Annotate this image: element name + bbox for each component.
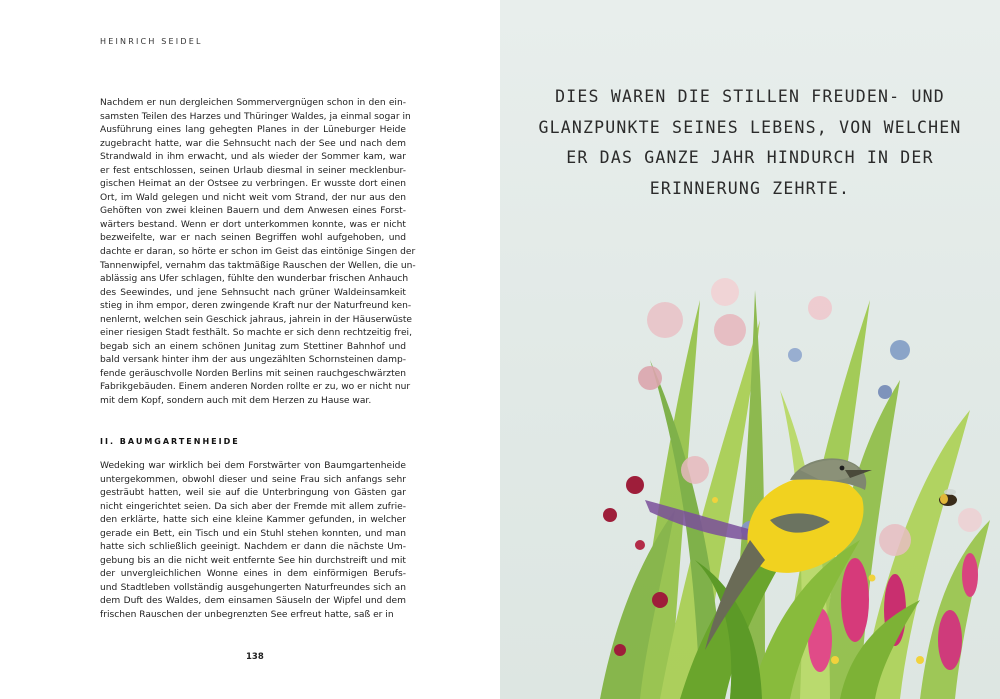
running-head: HEINRICH SEIDEL [100,37,203,46]
text-line: Nachdem er nun dergleichen Sommervergnügen schon in den ein- [100,98,406,108]
text-line: dem Duft des Waldes, dem einsamen Säuseln der Wipfel und dem [100,596,406,607]
text-line: Tannenwipfel, vernahm das taktmäßige Rauschen der Wellen, die un- [100,260,416,271]
paragraph-1 [100,97,416,409]
text-line: gischen Heimat an der Ostsee zu verbringen. Er wusste dort einen [100,179,406,190]
text-line: untergekommen, obwohl dieser und seine Frau sich anfangs sehr [100,474,406,485]
text-line: nenlernt, welchen sein Geschick jahraus, jahrein in der Häuserwüste [100,314,412,325]
section-heading: II. BAUMGARTENHEIDE [100,437,240,446]
text-line: den erklärte, hatte sich eine kleine Kammer gefunden, in welcher [100,515,406,526]
quote-line: GLANZPUNKTE SEINES LEBENS, VON WELCHEN [538,117,962,137]
text-line: bald versank hinter ihm der aus ungezählten Schornsteinen damp- [100,355,406,366]
text-line: Ort, im Wald gelegen und nicht weit vom Strand, der nur aus den [100,192,406,203]
quote-line: ER DAS GANZE JAHR HINDURCH IN DER [566,148,934,167]
text-line: mit dem Kopf, sondern auch mit dem Herzen zu Hause war. [100,396,372,407]
text-line: gerade ein Bett, ein Tisch und ein Stuhl stehen konnten, und man [100,528,406,539]
text-line: begab sich an einem schönen Junitag zum Stettiner Bahnhof und [100,341,406,352]
text-line: stieg in ihm empor, deren zwingende Kraft nur der Naturfreund ken- [100,301,412,312]
quote-line: DIES WAREN DIE STILLEN FREUDEN- UND [555,87,945,106]
quote-line: ERINNERUNG ZEHRTE. [649,178,851,198]
text-line: samsten Teilen des Harzes und Thüringer Waldes, ja einmal sogar in [100,111,411,122]
text-line: des Seewindes, und jene Sehnsucht nach grüner Waldeinsamkeit [100,287,406,298]
text-line: Strandwald in ihm erwacht, und als wieder der Sommer kam, war [100,152,406,163]
paragraph-2 [100,460,406,623]
text-line: bezweifelte, war er nach seinen Begriffen wohl aufgehoben, und [100,233,406,244]
text-line: ablässig ans Ufer schlagen, fühlte den wunderbar frischen Anhauch [100,274,409,285]
page-number: 138 [246,652,264,662]
text-line: Ausführung eines lang gehegten Planes in der Lüneburger Heide [100,125,406,136]
text-line: zugebracht hatte, war die Sehnsucht nach der See und nach dem [100,138,406,149]
text-line: er fest entschlossen, seinen Urlaub diesmal in seiner mecklenbur- [100,165,406,176]
text-line: und Stadtleben vollständig ausgehungerten Naturfreundes sich an [100,582,406,593]
text-line: gebung bis an die nicht weit entfernte See hin durchstreift und mit [100,555,406,566]
text-line: Fabrikgebäuden. Einem anderen Norden rollte er zu, wo er nicht nur [100,382,411,393]
text-line: gesträubt hatten, weil sie auf die Unterbringung von Gästen gar [100,488,406,499]
text-line: der unvergleichlichen Wonne eines in dem einförmigen Berufs- [100,569,406,580]
text-line: einer riesigen Stadt festhält. So machte er sich denn rechtzeitig frei, [100,328,412,339]
text-line: Wedeking war wirklich bei dem Forstwärter von Baumgartenheide [100,461,406,471]
text-line: fende geräuschvolle Norden Berlins mit seinen rauchgeschwärzten [100,368,406,379]
text-line: nicht eingerichtet seien. Da sich aber der Fremde mit allem zufrie- [100,501,406,512]
text-line: wärters bestand. Wenn er dort unterkommen konnte, was er nicht [100,219,406,230]
text-line: frischen Rauschen der unbegrenzten See erfreut hatte, saß er in [100,610,394,621]
text-line: dachte er daran, so hörte er schon im Geist das eintönige Singen der [100,247,416,258]
pull-quote [500,82,1000,204]
text-line: Gehöften von zwei kleinen Bauern und dem Anwesen eines Forst- [100,206,406,217]
right-page [500,0,1000,699]
text-line: hatte sich schließlich geeinigt. Nachdem er dann die nächste Um- [100,542,406,553]
